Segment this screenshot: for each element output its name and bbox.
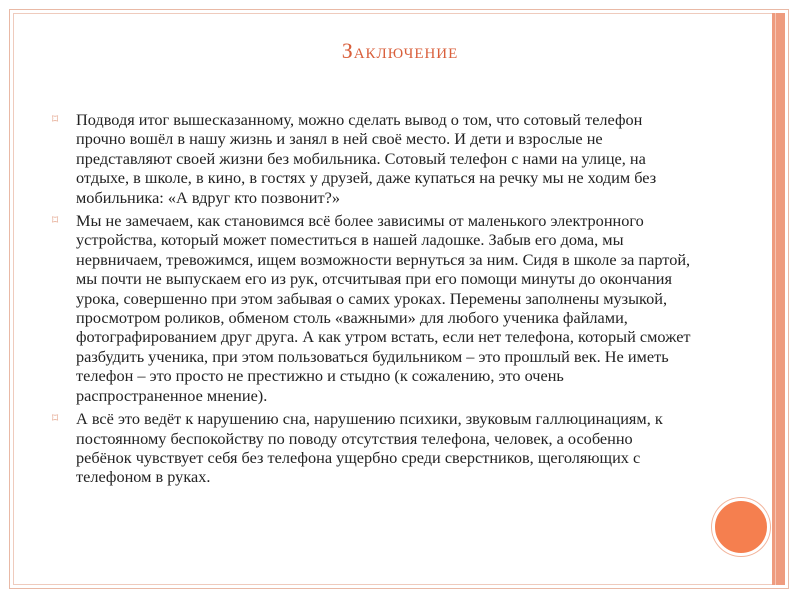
accent-band — [772, 13, 785, 585]
slide-content — [52, 110, 692, 491]
slide-title: Заключение — [341, 38, 459, 63]
accent-band-line — [775, 13, 776, 585]
bullet-icon: ⌑ — [52, 112, 59, 126]
paragraph-2 — [52, 211, 692, 405]
decorative-circle — [712, 498, 770, 556]
paragraph-1 — [52, 110, 692, 207]
paragraph-text: Мы не замечаем, как становимся всё более зависимы от маленького электронного устройства, который может поместиться в нашей ладошке. Забыв его дома, мы нервничаем, тревожимся, ищем возможности вернуться за ним. Сидя в школе за партой, мы почти не выпускаем его из рук, отсчитывая при его помощи минуты до окончания урока, совершенно при этом забывая о самих уроках. Перемены заполнены музыкой, просмотром роликов, обменом столь «важными» для любого ученика файлами, фотографированием друг друга. А как утром встать, если нет телефона, который сможет разбудить ученика, при этом пользоваться будильником – это прошлый век. Не иметь телефон – это просто не престижно и стыдно (к сожалению, это очень распространенное мнение). — [76, 211, 691, 405]
paragraph-text: А всё это ведёт к нарушению сна, нарушению психики, звуковым галлюцинациям, к постоянному беспокойству по поводу отсутствия телефона, человек, а особенно ребёнок чувствует себя без телефона ущербно среди сверстников, щеголяющих с телефоном в руках. — [76, 409, 663, 487]
bullet-icon: ⌑ — [52, 411, 59, 426]
paragraph-text: Подводя итог вышесказанному, можно сделать вывод о том, что сотовый телефон прочно вошёл в нашу жизнь и занял в ней своё место. И дети и взрослые не представляют своей жизни без мобильника. Сотовый телефон с нами на улице, на отдыхе, в школе, в кино, в гостях у друзей, даже купаться на речку мы не ходим без мобильника: «А вдруг кто позвонит?» — [76, 110, 657, 207]
paragraph-3 — [52, 409, 692, 487]
bullet-icon: ⌑ — [52, 213, 59, 228]
